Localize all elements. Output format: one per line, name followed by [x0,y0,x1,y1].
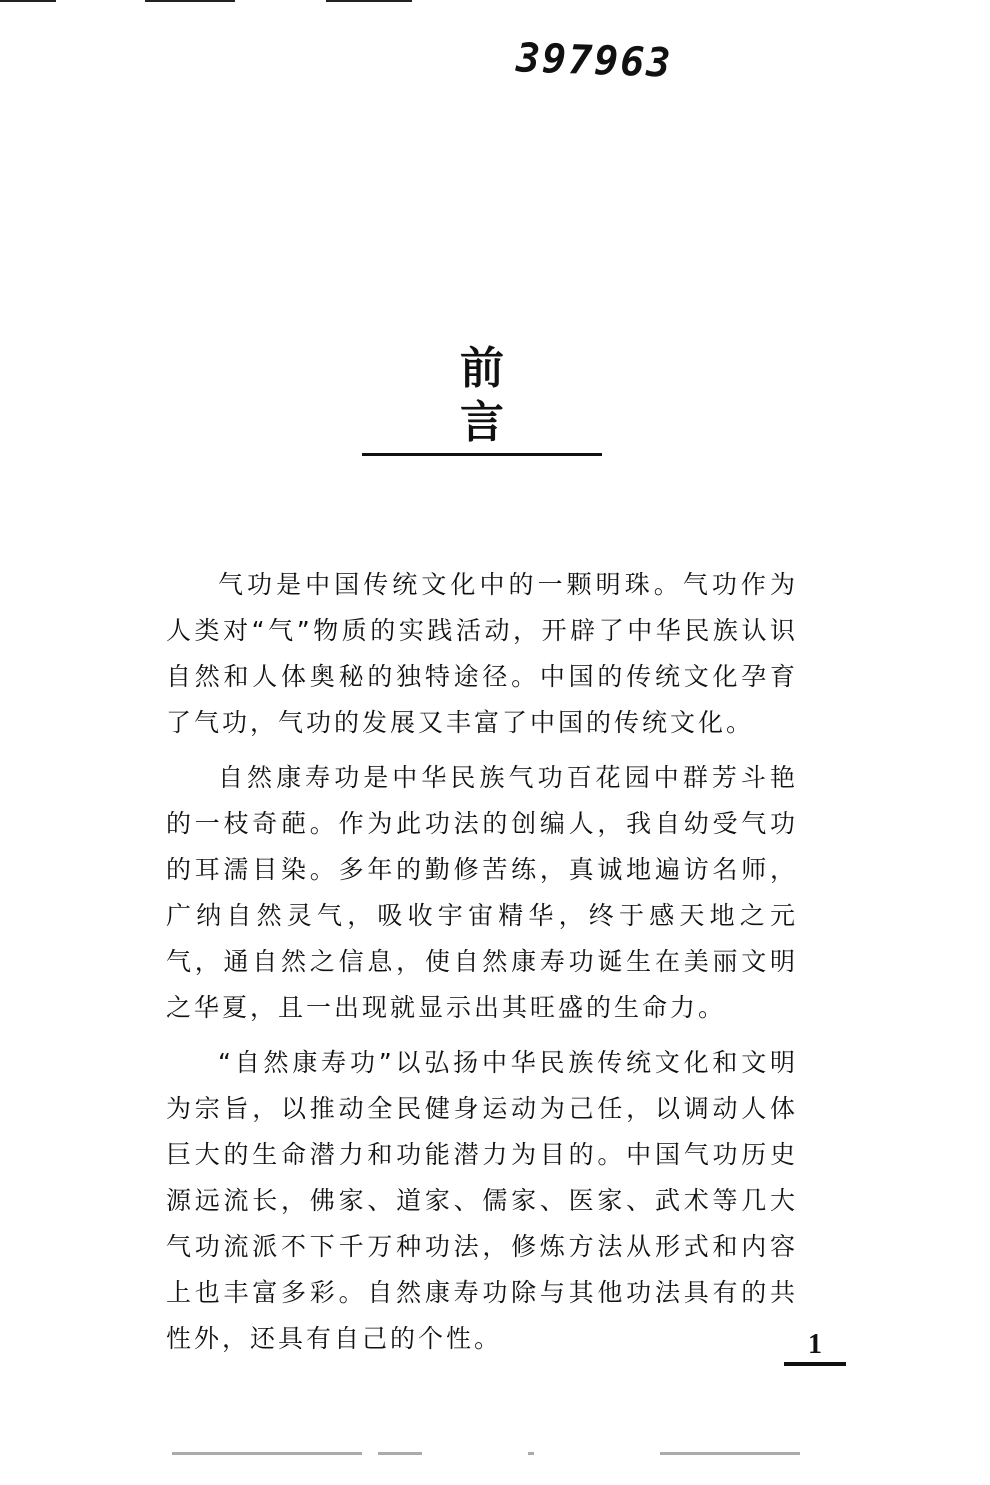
scan-edge-line [145,0,235,2]
scan-artifact [528,1452,534,1455]
scan-artifact [378,1452,422,1455]
scan-edge-line [0,0,56,2]
library-stamp-number: 397963 [515,35,674,87]
page-number-rule [784,1362,846,1366]
page-title: 前言 [460,343,560,448]
title-underline [362,453,602,456]
scan-artifact [660,1452,800,1455]
page-footer [784,1330,846,1366]
paragraph: “自然康寿功”以弘扬中华民族传统文化和文明为宗旨，以推动全民健身运动为己任，以调动人体巨大的生命潜力和功能潜力为目的。中国气功历史源远流长，佛家、道家、儒家、医家、武术等几大气功流派不下千万种功法，修炼方法从形式和内容上也丰富多彩。自然康寿功除与其他功法具有的共性外，还具有自己的个性。 [166,1048,798,1353]
scan-artifact [172,1452,362,1455]
preface-body [166,562,798,1371]
paragraph: 气功是中国传统文化中的一颗明珠。气功作为人类对“气”物质的实践活动，开辟了中华民族认识自然和人体奥秘的独特途径。中国的传统文化孕育了气功，气功的发展又丰富了中国的传统文化。 [166,570,798,737]
preface-heading [362,342,602,456]
paragraph: 自然康寿功是中华民族气功百花园中群芳斗艳的一枝奇葩。作为此功法的创编人，我自幼受气功的耳濡目染。多年的勤修苦练，真诚地遍访名师，广纳自然灵气，吸收宇宙精华，终于感天地之元气，通自然之信息，使自然康寿功诞生在美丽文明之华夏，且一出现就显示出其旺盛的生命力。 [166,763,798,1022]
scan-edge-line [326,0,412,2]
page-number: 1 [808,1329,822,1360]
